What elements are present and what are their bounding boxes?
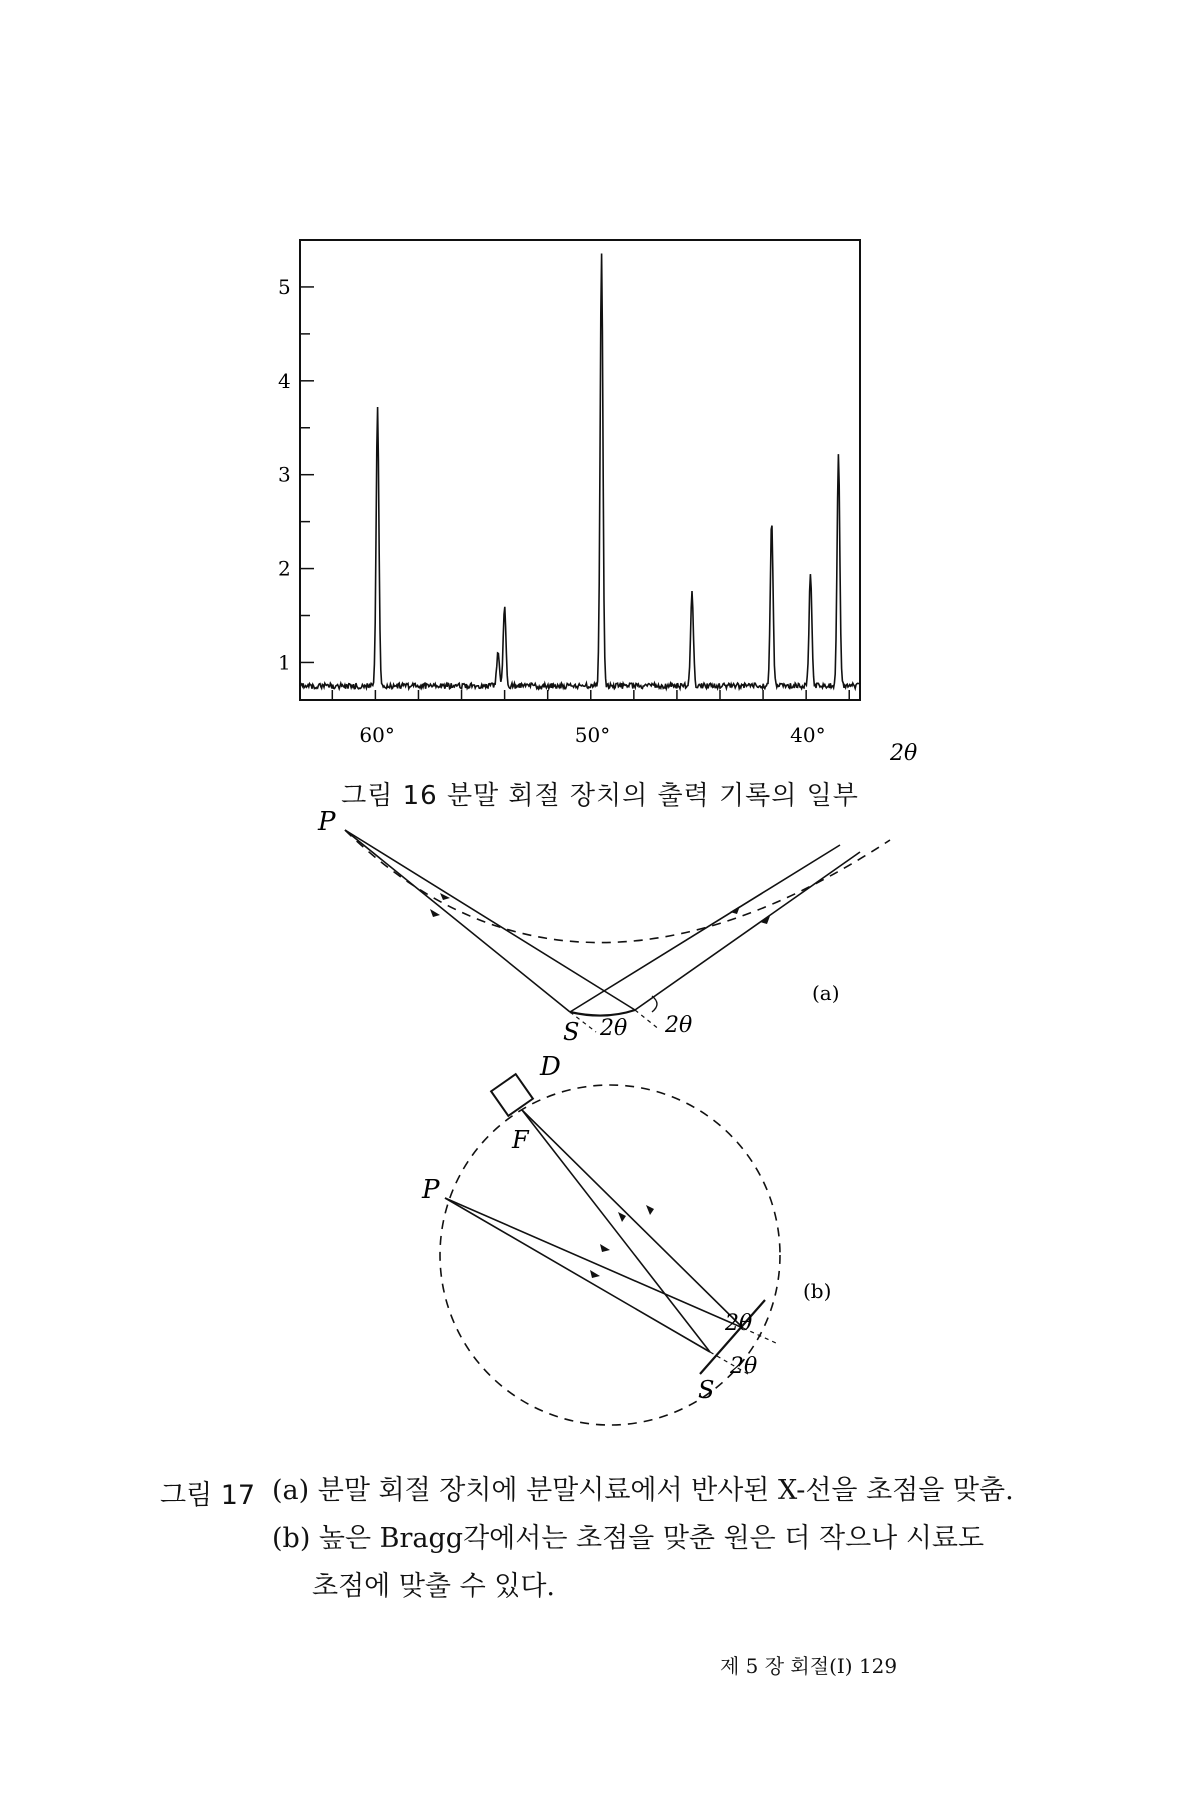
- arrowhead: [646, 1205, 654, 1215]
- arrowhead: [600, 1244, 610, 1252]
- arrowhead: [590, 1270, 600, 1278]
- incident-ray-1: [345, 830, 635, 1010]
- angle-label: 2θ: [730, 1354, 758, 1379]
- focusing-circle: [440, 1085, 780, 1425]
- y-tick-label: 1: [278, 650, 291, 675]
- plot-frame: [300, 240, 860, 700]
- incident-ray-2: [345, 830, 570, 1012]
- ray-s-to-f: [522, 1110, 710, 1352]
- page-footer: 제 5 장 회절(I) 129: [720, 1654, 898, 1678]
- arrowhead: [430, 909, 440, 917]
- extension-line-2: [635, 1010, 660, 1030]
- figure-17-caption-a: (a) 분말 회절 장치에 분말시료에서 반사된 X-선을 초점을 맞춤.: [272, 1475, 1014, 1506]
- label-d: D: [540, 1052, 561, 1082]
- x-tick-label: 40°: [790, 723, 826, 747]
- angle-label: 2θ: [665, 1013, 693, 1038]
- label-s: S: [563, 1018, 580, 1046]
- sample-surface: [570, 1010, 635, 1016]
- diffraction-chart: [250, 230, 930, 770]
- panel-label-b: (b): [803, 1279, 832, 1303]
- diffraction-trace: [300, 254, 860, 689]
- figure-17-caption-b-line2: 초점에 맞출 수 있다.: [312, 1571, 555, 1602]
- ray-p-to-s: [445, 1198, 710, 1352]
- y-tick-label: 3: [278, 462, 291, 487]
- ray-s2-to-f: [522, 1110, 743, 1328]
- label-f: F: [512, 1126, 529, 1154]
- diagram-a: [300, 800, 920, 1050]
- y-tick-label: 2: [278, 556, 291, 581]
- arrowhead: [618, 1212, 626, 1222]
- arrowhead: [760, 916, 770, 924]
- figure-16-caption: 그림 16 분말 회절 장치의 출력 기록의 일부: [341, 781, 859, 811]
- detector-box: [491, 1074, 533, 1116]
- angle-label: 2θ: [600, 1016, 628, 1041]
- figure-17-label: 그림 17: [160, 1480, 256, 1511]
- label-p: P: [318, 807, 336, 837]
- label-p: P: [422, 1175, 440, 1205]
- x-axis-label: 2θ: [890, 741, 918, 766]
- y-tick-label: 4: [278, 368, 291, 393]
- y-ticks: [278, 275, 314, 675]
- figure-17-caption-b-line1: (b) 높은 Bragg각에서는 초점을 맞춘 원은 더 작으나 시료도: [272, 1523, 985, 1554]
- label-s: S: [698, 1376, 715, 1404]
- ray-p-to-s2: [445, 1198, 743, 1328]
- x-tick-label: 50°: [574, 723, 611, 747]
- y-tick-label: 5: [278, 274, 291, 299]
- diffracted-ray-1: [570, 845, 840, 1012]
- x-tick-label: 60°: [359, 723, 395, 747]
- x-ticks: [332, 690, 849, 747]
- panel-label-a: (a): [812, 981, 840, 1005]
- angle-label: 2θ: [725, 1311, 753, 1336]
- diagram-b: [400, 1050, 860, 1470]
- focusing-circle-arc: [345, 830, 890, 943]
